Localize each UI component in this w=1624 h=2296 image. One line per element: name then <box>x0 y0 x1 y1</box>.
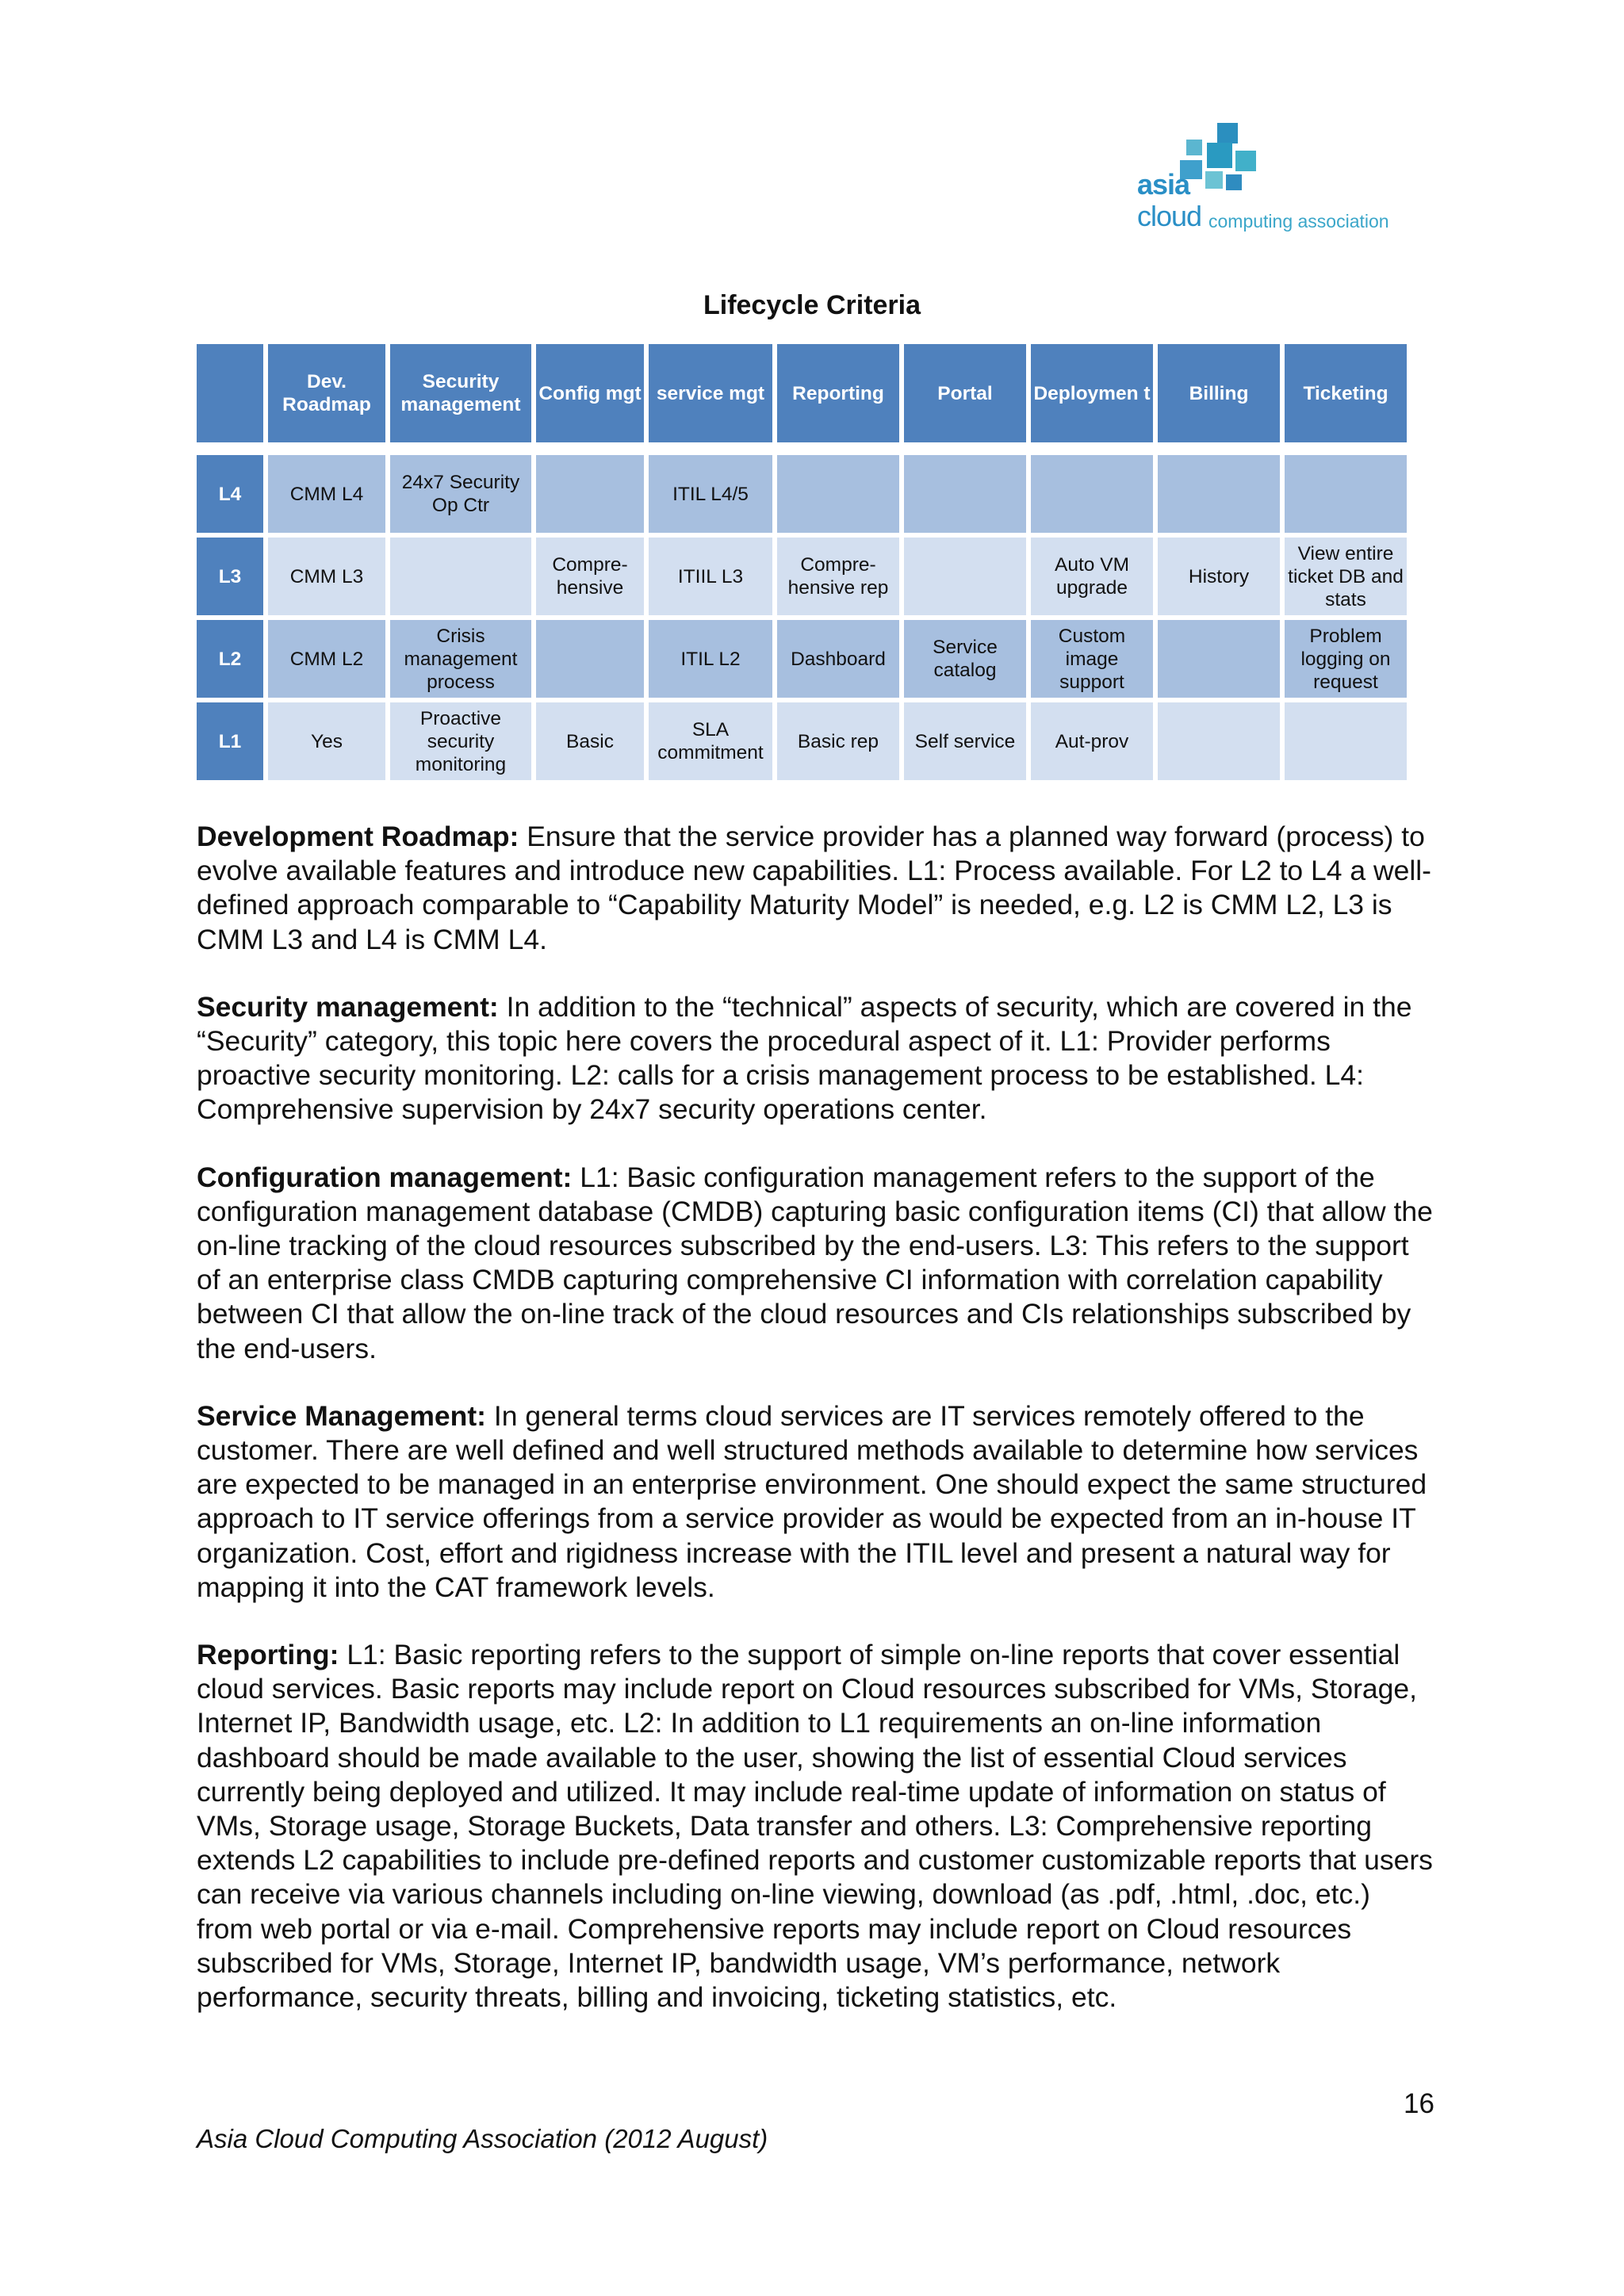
section-heading: Service Management: <box>197 1399 487 1432</box>
table-cell: ITIL L2 <box>649 620 772 698</box>
table-title: Lifecycle Criteria <box>703 290 921 320</box>
table-cell: Compre- hensive rep <box>777 538 899 615</box>
logo-text-cloud: cloud <box>1137 200 1202 232</box>
table-cell: Aut-prov <box>1031 702 1153 780</box>
table-cell <box>536 620 644 698</box>
table-cell <box>1285 702 1407 780</box>
table-cell: Proactive security monitoring <box>390 702 531 780</box>
section-heading: Security management: <box>197 990 499 1023</box>
section-security-management <box>197 990 1434 1127</box>
header-reporting: Reporting <box>777 344 899 442</box>
table-cell <box>777 455 899 533</box>
table-cell <box>536 455 644 533</box>
table-cell: Crisis management process <box>390 620 531 698</box>
table-cell: 24x7 Security Op Ctr <box>390 455 531 533</box>
table-cell <box>1158 455 1280 533</box>
table-cell: ITIL L4/5 <box>649 455 772 533</box>
table-cell: Yes <box>268 702 385 780</box>
table-cell <box>904 538 1026 615</box>
level-label: L3 <box>197 538 263 615</box>
table-cell: Basic <box>536 702 644 780</box>
section-configuration-management <box>197 1161 1434 1366</box>
header-cell-blank <box>197 344 263 442</box>
table-cell: Dashboard <box>777 620 899 698</box>
header-portal: Portal <box>904 344 1026 442</box>
section-heading: Configuration management: <box>197 1161 573 1193</box>
section-text: L1: Basic reporting refers to the support of simple on-line reports that cover essential cloud services. Basic reports may include report on Cloud resources subscribed for VMs, Storage, Internet IP, Bandwidth usage, etc. L2: In addition to L1 requirements an on-line information dashboard should be made available to the user, showing the list of essential Cloud services currently being deployed and utilized. It may include real-time update of information on status of VMs, Storage usage, Storage Buckets, Data transfer and others. L3: Comprehensive reporting extends L2 capabilities to include pre-defined reports and customer customizable reports that users can receive via various channels including on-line viewing, download (as .pdf, .html, .doc, etc.) from web portal or via e-mail. Comprehensive reports may include report on Cloud resources subscribed for VMs, Storage, Internet IP, bandwidth usage, VM’s performance, network performance, security threats, billing and invoicing, ticketing statistics, etc. <box>197 1639 1433 2014</box>
table-cell: Custom image support <box>1031 620 1153 698</box>
level-label: L4 <box>197 455 263 533</box>
table-cell: CMM L3 <box>268 538 385 615</box>
table-cell: View entire ticket DB and stats <box>1285 538 1407 615</box>
table-cell: Service catalog <box>904 620 1026 698</box>
section-text: L1: Basic configuration management refers to the support of the configuration management database (CMDB) capturing basic configuration items (CI) that allow the on-line tracking of the cloud resources subscribed by the end-users. L3: This refers to the support of an enterprise class CMDB capturing comprehensive CI information with correlation capability between CI that allow the on-line track of the cloud resources and CIs relationships subscribed by the end-users. <box>197 1161 1433 1364</box>
page-number: 16 <box>1404 2088 1434 2119</box>
header-service-mgt: service mgt <box>649 344 772 442</box>
table-cell: Problem logging on request <box>1285 620 1407 698</box>
table-cell: Auto VM upgrade <box>1031 538 1153 615</box>
header-dev-roadmap: Dev. Roadmap <box>268 344 385 442</box>
section-heading: Reporting: <box>197 1639 339 1671</box>
logo-text-asia: asia <box>1137 168 1190 201</box>
table-cell: CMM L4 <box>268 455 385 533</box>
level-label: L1 <box>197 702 263 780</box>
table-cell <box>1031 455 1153 533</box>
table-cell <box>390 538 531 615</box>
section-text: In general terms cloud services are IT services remotely offered to the customer. There are well defined and well structured methods available to determine how services are expected to be managed in an enterprise environment. One should expect the same structured approach to IT service offerings from a service provider as would be expected from an in-house IT organization. Cost, effort and rigidness increase with the ITIL level and present a natural way for mapping it into the CAT framework levels. <box>197 1399 1427 1603</box>
footer-text: Asia Cloud Computing Association (2012 August) <box>197 2124 768 2153</box>
body-text <box>197 820 1434 2048</box>
table-cell: CMM L2 <box>268 620 385 698</box>
table-cell: History <box>1158 538 1280 615</box>
header-ticketing: Ticketing <box>1285 344 1407 442</box>
table-cell <box>1158 702 1280 780</box>
table-cell: Self service <box>904 702 1026 780</box>
header-billing: Billing <box>1158 344 1280 442</box>
section-service-management <box>197 1399 1434 1605</box>
table-cell: Basic rep <box>777 702 899 780</box>
section-reporting <box>197 1638 1434 2015</box>
table-cell <box>904 455 1026 533</box>
table-cell <box>1158 620 1280 698</box>
section-text: In addition to the “technical” aspects of security, which are covered in the “Security” category, this topic here covers the procedural aspect of it. L1: Provider performs proactive security monitoring. L2: calls for a crisis management process to be established. L4: Comprehensive supervision by 24x7 security operations center. <box>197 990 1412 1126</box>
section-heading: Development Roadmap: <box>197 821 519 852</box>
table-cell: SLA commitment <box>649 702 772 780</box>
header-deployment: Deploymen t <box>1031 344 1153 442</box>
header-config-mgt: Config mgt <box>536 344 644 442</box>
table-cell <box>1285 455 1407 533</box>
table-cell: ITIIL L3 <box>649 538 772 615</box>
header-security-management: Security management <box>390 344 531 442</box>
section-development-roadmap <box>197 820 1434 957</box>
logo-text-association: computing association <box>1208 211 1389 232</box>
section-text: Ensure that the service provider has a planned way forward (process) to evolve available features and introduce new capabilities. L1: Process available. For L2 to L4 a well-defined approach comparable to “Capability Maturity Model” is needed, e.g. L2 is CMM L2, L3 is CMM L3 and L4 is CMM L4. <box>197 821 1431 955</box>
level-label: L2 <box>197 620 263 698</box>
table-cell: Compre- hensive <box>536 538 644 615</box>
